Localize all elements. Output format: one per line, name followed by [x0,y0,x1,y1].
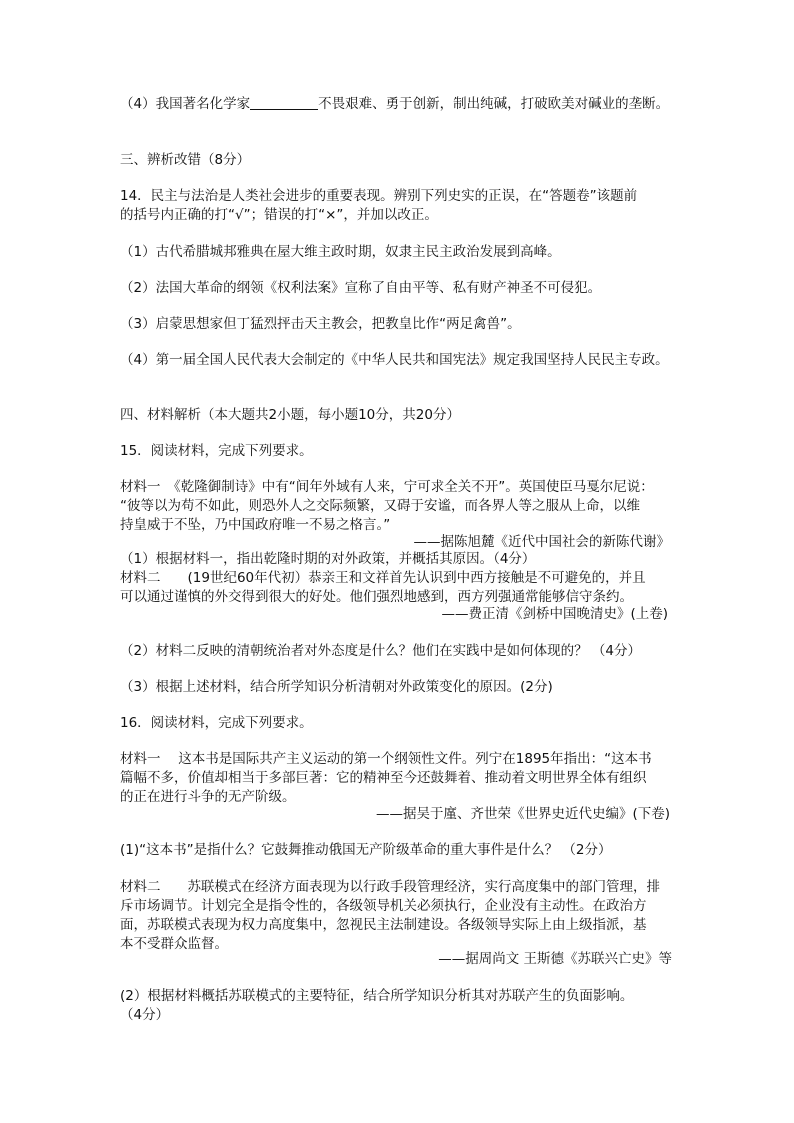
q15-material1-line2: “彼等以为苟不如此，则恐外人之交际频繁，又碍于安谧，而各界人等之服从上命，以维 [120,498,640,514]
q14-stem-line2: 的括号内正确的打“√”；错误的打“×”，并加以改正。 [120,207,438,223]
q16-material2-source: ——据周尚文 王斯德《苏联兴亡史》等 [438,951,672,967]
q16-material2-line3: 面，苏联模式表现为权力高度集中，忽视民主法制建设。各级领导实际上由上级指派，基 [120,917,647,933]
q16-question-2-line2: （4分） [120,1007,170,1023]
q15-question-2: （2）材料二反映的清朝统治者对外态度是什么？他们在实践中是如何体现的？ （4分） [120,643,641,659]
q15-material2-line1: 材料二 (19世纪60年代初）恭亲王和文祥首先认识到中西方接触是不可避免的，并且 [120,570,646,586]
q15-material1-source: ——据陈旭麓《近代中国社会的新陈代谢》 [413,534,670,550]
answer-blank[interactable] [250,96,318,110]
q15-material1-line3: 持皇威于不坠，乃中国政府唯一不易之格言。” [120,517,391,533]
q16-material2-line4: 本不受群众监督。 [120,936,228,952]
q14-item-3: （3）启蒙思想家但丁猛烈抨击天主教会，把教皇比作“两足禽兽”。 [120,316,521,332]
q16-question-1: (1)“这本书”是指什么？它鼓舞推动俄国无产阶级革命的重大事件是什么？ （2分） [120,842,612,858]
q16-material1-line3: 的正在进行斗争的无产阶级。 [120,789,296,805]
q13-item-4-before: （4）我国著名化学家 [120,96,251,112]
q16-material1-source: ——据吴于廑、齐世荣《世界史近代史编》(下卷) [375,806,670,822]
q15-material2-source: ——费正清《剑桥中国晚清史》(上卷) [441,606,668,622]
q15-material2-line2: 可以通过谨慎的外交得到很大的好处。他们强烈地感到，西方列强通常能够信守条约。 [120,589,633,605]
q13-item-4 [120,95,669,113]
q16-material1-line1: 材料一 这本书是国际共产主义运动的第一个纲领性文件。列宁在1895年指出：“这本书 [120,751,652,767]
q16-material1-line2: 篇幅不多，价值却相当于多部巨著：它的精神至今还鼓舞着、推动着文明世界全体有组织 [120,770,647,786]
q14-item-4: （4）第一届全国人民代表大会制定的《中华人民共和国宪法》规定我国坚持人民民主专政。 [120,352,669,368]
q14-stem-line1: 14．民主与法治是人类社会进步的重要表现。辨别下列史实的正误，在“答题卷”该题前 [120,188,638,204]
q16-question-2-line1: (2）根据材料概括苏联模式的主要特征，结合所学知识分析其对苏联产生的负面影响。 [120,988,634,1004]
q15-material1-line1: 材料一 《乾隆御制诗》中有“间年外域有人来，宁可求全关不开”。英国使臣马戛尔尼说： [120,479,654,495]
q15-intro: 15．阅读材料，完成下列要求。 [120,443,313,459]
q14-item-2: （2）法国大革命的纲领《权利法案》宣称了自由平等、私有财产神圣不可侵犯。 [120,280,602,296]
q16-intro: 16．阅读材料，完成下列要求。 [120,715,313,731]
section3-title: 三、辨析改错（8分） [120,152,251,168]
section4-title: 四、材料解析（本大题共2小题，每小题10分，共20分） [120,407,460,423]
q14-item-1: （1）古代希腊城邦雅典在屋大维主政时期，奴隶主民主政治发展到高峰。 [120,244,561,260]
q16-material2-line1: 材料二 苏联模式在经济方面表现为以行政手段管理经济，实行高度集中的部门管理，排 [120,879,660,895]
q16-material2-line2: 斥市场调节。计划完全是指令性的，各级领导机关必须执行，企业没有主动性。在政治方 [120,898,647,914]
q13-item-4-after: 不畏艰难、勇于创新，制出纯碱，打破欧美对碱业的垄断。 [318,96,670,112]
q15-question-3: （3）根据上述材料，结合所学知识分析清朝对外政策变化的原因。(2分) [120,679,553,695]
q15-question-1: （1）根据材料一，指出乾隆时期的对外政策，并概括其原因。（4分） [120,551,536,567]
